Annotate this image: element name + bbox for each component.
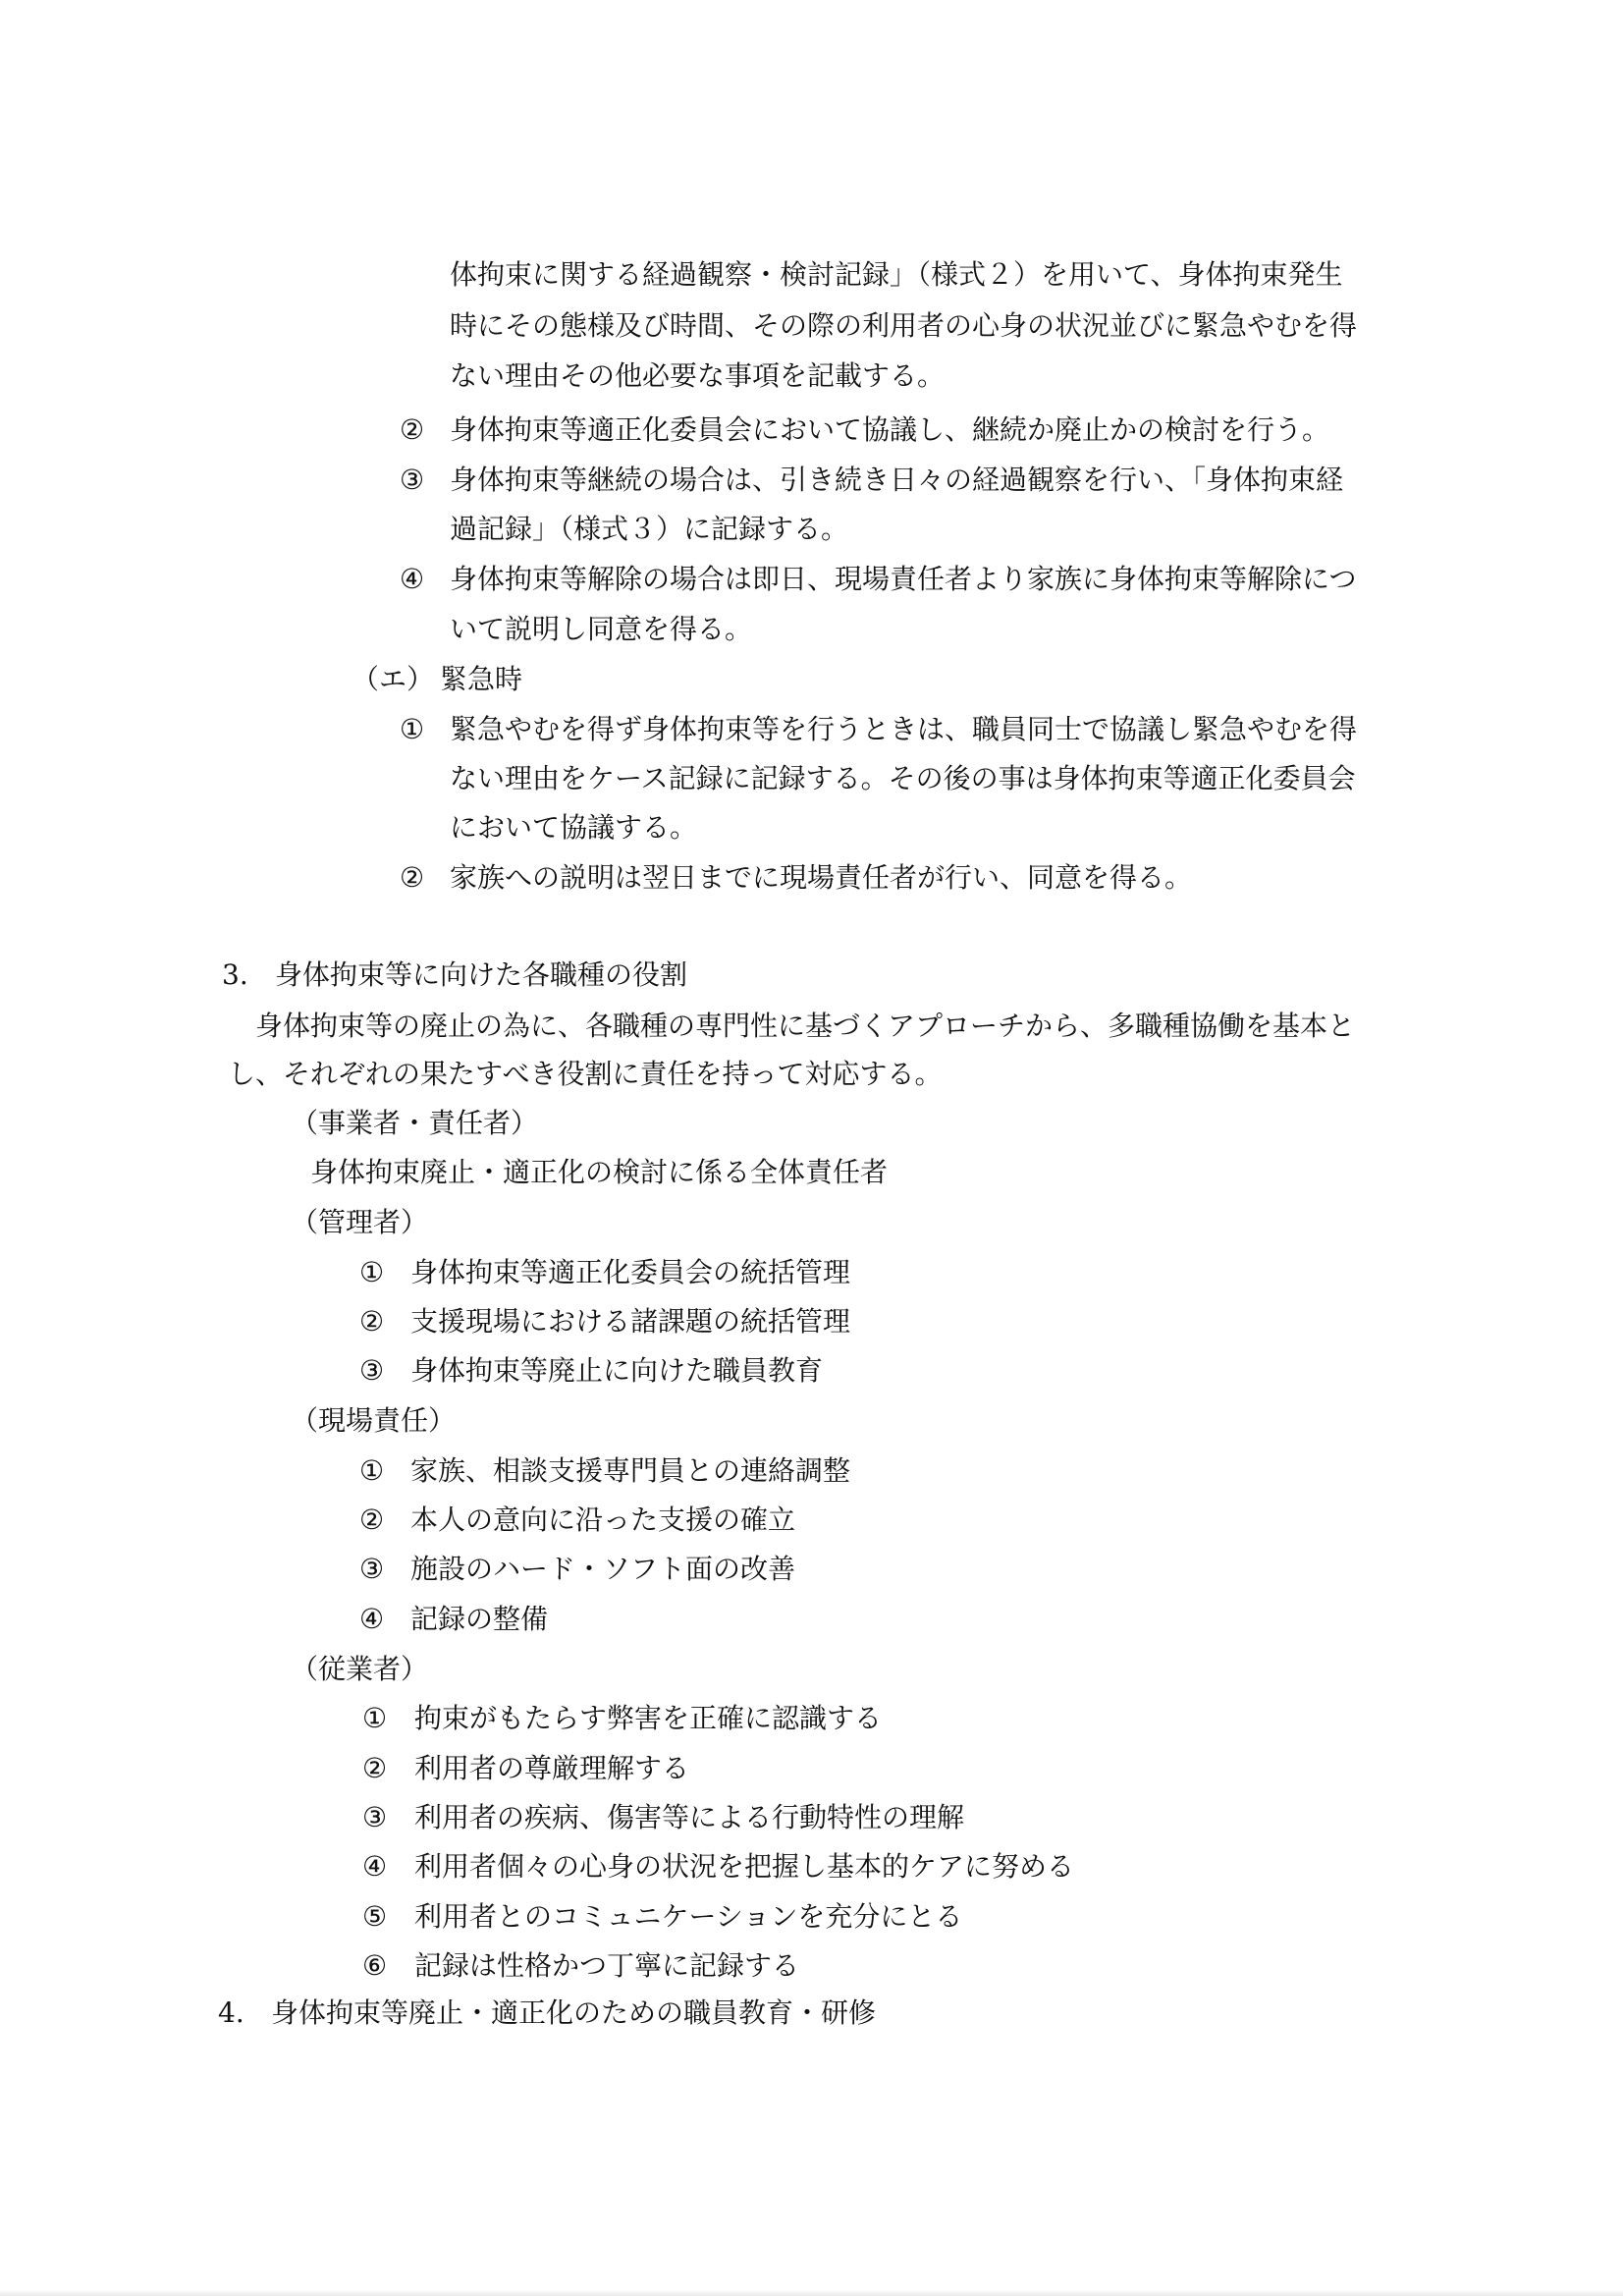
item-text: において協議する。 <box>450 811 698 844</box>
item-text: 本人の意向に沿った支援の確立 <box>410 1503 796 1536</box>
item-text: 拘束がもたらす弊害を正確に認識する <box>414 1702 883 1734</box>
item-text: 利用者とのコミュニケーションを充分にとる <box>414 1900 963 1933</box>
item-text: 記録は性格かつ丁寧に記録する <box>414 1949 800 1982</box>
item-text: 利用者個々の心身の状況を把握し基本的ケアに努める <box>414 1850 1075 1883</box>
section-number: 4. <box>218 1996 244 2029</box>
item-marker: ① <box>362 1702 388 1734</box>
item-text: いて説明し同意を得る。 <box>450 613 753 645</box>
item-marker: ① <box>359 1256 385 1288</box>
paragraph-line: 時にその態様及び時間、その際の利用者の心身の状況並びに緊急やむを得 <box>450 309 1358 342</box>
item-text: 身体拘束等廃止に向けた職員教育 <box>410 1354 824 1387</box>
item-marker: ② <box>400 413 425 446</box>
scan-bottom-edge <box>0 2290 1623 2296</box>
intro-line: し、それぞれの果たすべき役割に責任を持って対応する。 <box>228 1058 943 1090</box>
item-marker: ① <box>359 1454 385 1487</box>
item-text: 記録の整備 <box>410 1603 549 1635</box>
section-number: 3. <box>222 958 248 991</box>
item-marker: ③ <box>400 464 425 496</box>
item-text: 利用者の尊厳理解する <box>414 1752 690 1784</box>
item-marker: ② <box>400 861 425 894</box>
item-marker: ③ <box>362 1801 388 1833</box>
item-text: 施設のハード・ソフト面の改善 <box>410 1553 796 1585</box>
paragraph-line: 体拘束に関する経過観察・検討記録」（様式２）を用いて、身体拘束発生 <box>450 258 1343 291</box>
intro-line: 身体拘束等の廃止の為に、各職種の専門性に基づくアプローチから、多職種協働を基本と <box>255 1010 1356 1042</box>
role-heading: （従業者） <box>291 1653 429 1685</box>
item-marker: ④ <box>359 1603 385 1635</box>
item-text: ない理由をケース記録に記録する。その後の事は身体拘束等適正化委員会 <box>450 762 1356 794</box>
item-marker: ④ <box>362 1850 388 1883</box>
item-text: 身体拘束等適正化委員会において協議し、継続か廃止かの検討を行う。 <box>450 413 1330 446</box>
item-marker: ⑥ <box>362 1949 388 1982</box>
paragraph-line: ない理由その他必要な事項を記載する。 <box>450 359 946 392</box>
role-heading: （現場責任） <box>291 1404 457 1437</box>
role-heading: （管理者） <box>291 1206 429 1238</box>
item-marker: ② <box>362 1752 388 1784</box>
item-marker: ② <box>359 1305 385 1338</box>
section-title: 身体拘束等廃止・適正化のための職員教育・研修 <box>271 1996 877 2029</box>
item-marker: ② <box>359 1503 385 1536</box>
item-marker: ③ <box>359 1354 385 1387</box>
item-text: 家族への説明は翌日までに現場責任者が行い、同意を得る。 <box>450 861 1193 894</box>
item-marker: ⑤ <box>362 1900 388 1933</box>
item-text: 身体拘束等継続の場合は、引き続き日々の経過観察を行い、「身体拘束経 <box>450 464 1344 496</box>
subsection-marker: （エ） <box>352 663 435 695</box>
role-heading: （事業者・責任者） <box>291 1107 539 1139</box>
item-text: 過記録」（様式３）に記録する。 <box>450 513 849 545</box>
item-text: 身体拘束等解除の場合は即日、現場責任者より家族に身体拘束等解除につ <box>450 563 1357 595</box>
item-marker: ④ <box>400 563 425 595</box>
item-marker: ③ <box>359 1553 385 1585</box>
item-text: 緊急やむを得ず身体拘束等を行うときは、職員同士で協議し緊急やむを得 <box>450 713 1358 745</box>
item-text: 支援現場における諸課題の統括管理 <box>410 1305 851 1338</box>
role-text: 身体拘束廃止・適正化の検討に係る全体責任者 <box>310 1156 889 1188</box>
item-marker: ① <box>400 713 425 745</box>
subsection-heading: 緊急時 <box>440 663 523 695</box>
item-text: 家族、相談支援専門員との連絡調整 <box>410 1454 851 1487</box>
item-text: 利用者の疾病、傷害等による行動特性の理解 <box>414 1801 965 1833</box>
item-text: 身体拘束等適正化委員会の統括管理 <box>410 1256 851 1288</box>
section-title: 身体拘束等に向けた各職種の役割 <box>275 958 688 991</box>
